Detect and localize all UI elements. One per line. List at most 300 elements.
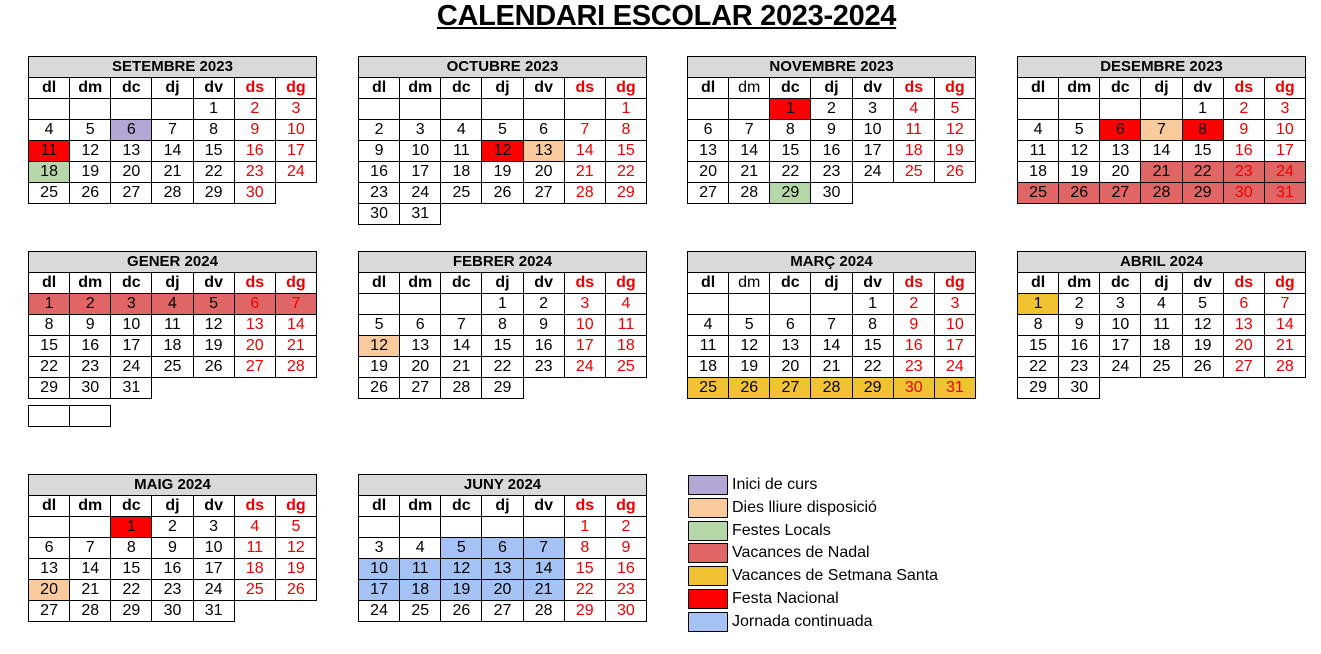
weekday-label: dg xyxy=(605,496,646,517)
empty-cell xyxy=(193,378,234,399)
day-cell: 6 xyxy=(688,120,729,141)
weekday-row xyxy=(29,496,317,517)
weekday-label: dv xyxy=(1182,78,1223,99)
day-cell: 17 xyxy=(193,559,234,580)
empty-cell xyxy=(770,294,811,315)
empty-cell xyxy=(523,99,564,120)
day-cell: 16 xyxy=(605,559,646,580)
week-row xyxy=(1018,357,1306,378)
day-cell: 1 xyxy=(852,294,893,315)
day-cell: 15 xyxy=(1182,141,1223,162)
day-cell: 9 xyxy=(1059,315,1100,336)
weekday-row xyxy=(29,78,317,99)
weekday-label: dc xyxy=(770,78,811,99)
day-cell: 18 xyxy=(152,336,193,357)
empty-cell xyxy=(359,294,400,315)
day-cell: 31 xyxy=(1264,183,1305,204)
day-cell: 27 xyxy=(770,378,811,399)
empty-cell xyxy=(1223,378,1264,399)
empty-grid-cells xyxy=(28,405,111,427)
day-cell: 26 xyxy=(729,378,770,399)
weekday-label: dg xyxy=(934,273,975,294)
day-cell: 8 xyxy=(564,538,605,559)
month-header-row xyxy=(688,252,976,273)
legend-label: Festa Nacional xyxy=(732,589,839,607)
day-cell: 2 xyxy=(1059,294,1100,315)
legend-swatch xyxy=(688,543,728,563)
empty-cell xyxy=(1018,99,1059,120)
month-calendar-gener xyxy=(28,251,317,399)
day-cell: 4 xyxy=(893,99,934,120)
day-cell: 12 xyxy=(359,336,400,357)
day-cell: 29 xyxy=(29,378,70,399)
legend-swatch xyxy=(688,589,728,609)
weekday-label: dm xyxy=(70,496,111,517)
empty-cell xyxy=(1182,378,1223,399)
day-cell: 2 xyxy=(70,294,111,315)
month-name: OCTUBRE 2023 xyxy=(359,57,647,78)
empty-cell xyxy=(29,406,70,427)
day-cell: 1 xyxy=(1182,99,1223,120)
day-cell: 22 xyxy=(193,162,234,183)
day-cell: 18 xyxy=(893,141,934,162)
weekday-label: ds xyxy=(234,78,275,99)
day-cell: 22 xyxy=(1182,162,1223,183)
day-cell: 16 xyxy=(70,336,111,357)
month-header-row xyxy=(1018,57,1306,78)
day-cell: 15 xyxy=(564,559,605,580)
weekday-label: dj xyxy=(482,496,523,517)
day-cell: 7 xyxy=(441,315,482,336)
day-cell: 21 xyxy=(523,580,564,601)
day-cell: 13 xyxy=(1223,315,1264,336)
day-cell: 26 xyxy=(275,580,316,601)
day-cell: 11 xyxy=(1141,315,1182,336)
day-cell: 3 xyxy=(275,99,316,120)
week-row xyxy=(1018,378,1306,399)
day-cell: 6 xyxy=(523,120,564,141)
day-cell: 22 xyxy=(111,580,152,601)
day-cell: 10 xyxy=(400,141,441,162)
day-cell: 2 xyxy=(1223,99,1264,120)
empty-cell xyxy=(729,99,770,120)
legend-label: Dies lliure disposició xyxy=(732,498,877,516)
page-title: CALENDARI ESCOLAR 2023-2024 xyxy=(436,0,897,32)
day-cell: 10 xyxy=(564,315,605,336)
month-calendar-setembre xyxy=(28,56,317,204)
day-cell: 24 xyxy=(934,357,975,378)
day-cell: 23 xyxy=(811,162,852,183)
empty-cell xyxy=(564,378,605,399)
week-row xyxy=(359,559,647,580)
week-row xyxy=(29,141,317,162)
day-cell: 3 xyxy=(1264,99,1305,120)
day-cell: 20 xyxy=(770,357,811,378)
day-cell: 2 xyxy=(234,99,275,120)
day-cell: 16 xyxy=(893,336,934,357)
empty-cell xyxy=(934,183,975,204)
weekday-label: dl xyxy=(359,273,400,294)
day-cell: 22 xyxy=(564,580,605,601)
day-cell: 15 xyxy=(111,559,152,580)
day-cell: 12 xyxy=(193,315,234,336)
legend-label: Jornada continuada xyxy=(732,612,873,630)
day-cell: 3 xyxy=(359,538,400,559)
month-header-row xyxy=(29,475,317,496)
week-row xyxy=(1018,294,1306,315)
weekday-row xyxy=(1018,273,1306,294)
week-row xyxy=(359,120,647,141)
day-cell: 3 xyxy=(852,99,893,120)
empty-cell xyxy=(811,294,852,315)
day-cell: 13 xyxy=(111,141,152,162)
day-cell: 20 xyxy=(1100,162,1141,183)
day-cell: 19 xyxy=(482,162,523,183)
empty-cell xyxy=(523,204,564,225)
day-cell: 23 xyxy=(359,183,400,204)
day-cell: 4 xyxy=(1018,120,1059,141)
day-cell: 6 xyxy=(770,315,811,336)
day-cell: 14 xyxy=(729,141,770,162)
empty-cell xyxy=(729,294,770,315)
day-cell: 6 xyxy=(1223,294,1264,315)
weekday-label: dc xyxy=(770,273,811,294)
day-cell: 6 xyxy=(400,315,441,336)
day-cell: 1 xyxy=(770,99,811,120)
weekday-label: ds xyxy=(234,273,275,294)
day-cell: 23 xyxy=(152,580,193,601)
weekday-label: dv xyxy=(852,273,893,294)
empty-cell xyxy=(1141,99,1182,120)
day-cell: 10 xyxy=(193,538,234,559)
week-row xyxy=(29,336,317,357)
day-cell: 12 xyxy=(729,336,770,357)
week-row xyxy=(29,357,317,378)
day-cell: 12 xyxy=(934,120,975,141)
empty-cell xyxy=(482,204,523,225)
month-name: NOVEMBRE 2023 xyxy=(688,57,976,78)
day-cell: 30 xyxy=(234,183,275,204)
weekday-label: dc xyxy=(441,273,482,294)
day-cell: 4 xyxy=(605,294,646,315)
empty-cell xyxy=(482,517,523,538)
day-cell: 7 xyxy=(1264,294,1305,315)
day-cell: 1 xyxy=(564,517,605,538)
day-cell: 23 xyxy=(70,357,111,378)
weekday-label: dl xyxy=(1018,273,1059,294)
day-cell: 10 xyxy=(1264,120,1305,141)
day-cell: 3 xyxy=(934,294,975,315)
empty-cell xyxy=(70,406,111,427)
weekday-label: dv xyxy=(1182,273,1223,294)
weekday-label: dv xyxy=(193,496,234,517)
week-row xyxy=(359,357,647,378)
legend-item xyxy=(688,474,938,496)
day-cell: 21 xyxy=(564,162,605,183)
day-cell: 19 xyxy=(1059,162,1100,183)
day-cell: 28 xyxy=(811,378,852,399)
week-row xyxy=(688,357,976,378)
day-cell: 29 xyxy=(564,601,605,622)
day-cell: 8 xyxy=(770,120,811,141)
legend-item xyxy=(688,520,938,542)
weekday-label: dj xyxy=(1141,273,1182,294)
day-cell: 6 xyxy=(482,538,523,559)
day-cell: 27 xyxy=(1100,183,1141,204)
day-cell: 18 xyxy=(1141,336,1182,357)
weekday-label: ds xyxy=(564,273,605,294)
day-cell: 15 xyxy=(852,336,893,357)
day-cell: 14 xyxy=(523,559,564,580)
day-cell: 23 xyxy=(234,162,275,183)
day-cell: 8 xyxy=(852,315,893,336)
day-cell: 15 xyxy=(770,141,811,162)
day-cell: 22 xyxy=(852,357,893,378)
weekday-row xyxy=(688,273,976,294)
day-cell: 30 xyxy=(152,601,193,622)
day-cell: 16 xyxy=(359,162,400,183)
week-row xyxy=(688,120,976,141)
day-cell: 20 xyxy=(523,162,564,183)
day-cell: 24 xyxy=(1100,357,1141,378)
month-header-row xyxy=(359,57,647,78)
weekday-label: dl xyxy=(688,78,729,99)
week-row xyxy=(29,517,317,538)
day-cell: 30 xyxy=(70,378,111,399)
day-cell: 13 xyxy=(688,141,729,162)
day-cell: 16 xyxy=(811,141,852,162)
day-cell: 4 xyxy=(1141,294,1182,315)
day-cell: 11 xyxy=(1018,141,1059,162)
week-row xyxy=(688,378,976,399)
day-cell: 2 xyxy=(152,517,193,538)
weekday-label: dg xyxy=(605,273,646,294)
weekday-row xyxy=(359,78,647,99)
week-row xyxy=(1018,336,1306,357)
day-cell: 26 xyxy=(1182,357,1223,378)
legend-label: Festes Locals xyxy=(732,521,831,539)
weekday-label: ds xyxy=(1223,78,1264,99)
day-cell: 2 xyxy=(605,517,646,538)
weekday-label: dc xyxy=(1100,273,1141,294)
weekday-label: dv xyxy=(193,273,234,294)
day-cell: 29 xyxy=(111,601,152,622)
day-cell: 15 xyxy=(605,141,646,162)
empty-cell xyxy=(400,294,441,315)
month-name: ABRIL 2024 xyxy=(1018,252,1306,273)
month-name: JUNY 2024 xyxy=(359,475,647,496)
day-cell: 4 xyxy=(400,538,441,559)
day-cell: 21 xyxy=(811,357,852,378)
week-row xyxy=(29,183,317,204)
weekday-label: dc xyxy=(1100,78,1141,99)
weekday-label: dv xyxy=(523,496,564,517)
week-row xyxy=(29,378,317,399)
day-cell: 11 xyxy=(152,315,193,336)
weekday-label: dj xyxy=(1141,78,1182,99)
day-cell: 22 xyxy=(1018,357,1059,378)
empty-cell xyxy=(605,204,646,225)
day-cell: 9 xyxy=(1223,120,1264,141)
day-cell: 10 xyxy=(852,120,893,141)
day-cell: 23 xyxy=(1223,162,1264,183)
day-cell: 22 xyxy=(770,162,811,183)
day-cell: 26 xyxy=(934,162,975,183)
empty-cell xyxy=(1059,99,1100,120)
day-cell: 10 xyxy=(111,315,152,336)
day-cell: 23 xyxy=(523,357,564,378)
weekday-label: dm xyxy=(400,273,441,294)
day-cell: 25 xyxy=(234,580,275,601)
empty-cell xyxy=(400,517,441,538)
month-name: FEBRER 2024 xyxy=(359,252,647,273)
week-row xyxy=(29,294,317,315)
empty-cell xyxy=(152,99,193,120)
day-cell: 4 xyxy=(441,120,482,141)
weekday-label: dg xyxy=(1264,273,1305,294)
empty-cell xyxy=(482,99,523,120)
day-cell: 12 xyxy=(1059,141,1100,162)
day-cell: 4 xyxy=(234,517,275,538)
day-cell: 12 xyxy=(70,141,111,162)
day-cell: 8 xyxy=(1018,315,1059,336)
day-cell: 17 xyxy=(111,336,152,357)
weekday-label: dc xyxy=(111,78,152,99)
day-cell: 21 xyxy=(441,357,482,378)
day-cell: 12 xyxy=(482,141,523,162)
day-cell: 4 xyxy=(152,294,193,315)
day-cell: 22 xyxy=(29,357,70,378)
day-cell: 5 xyxy=(1182,294,1223,315)
day-cell: 10 xyxy=(1100,315,1141,336)
weekday-label: dm xyxy=(1059,78,1100,99)
legend-item xyxy=(688,497,938,519)
day-cell: 20 xyxy=(234,336,275,357)
day-cell: 30 xyxy=(811,183,852,204)
day-cell: 25 xyxy=(441,183,482,204)
day-cell: 10 xyxy=(934,315,975,336)
day-cell: 7 xyxy=(70,538,111,559)
day-cell: 13 xyxy=(1100,141,1141,162)
month-calendar-marc xyxy=(687,251,976,399)
day-cell: 2 xyxy=(523,294,564,315)
day-cell: 5 xyxy=(934,99,975,120)
day-cell: 30 xyxy=(605,601,646,622)
day-cell: 11 xyxy=(441,141,482,162)
day-cell: 29 xyxy=(605,183,646,204)
weekday-label: dm xyxy=(400,78,441,99)
week-row xyxy=(688,294,976,315)
day-cell: 28 xyxy=(70,601,111,622)
day-cell: 5 xyxy=(70,120,111,141)
legend-swatch xyxy=(688,612,728,632)
week-row xyxy=(29,538,317,559)
empty-cell xyxy=(234,378,275,399)
day-cell: 31 xyxy=(111,378,152,399)
day-cell: 11 xyxy=(688,336,729,357)
weekday-label: dl xyxy=(688,273,729,294)
legend-label: Vacances de Setmana Santa xyxy=(732,567,939,585)
day-cell: 19 xyxy=(441,580,482,601)
day-cell: 17 xyxy=(934,336,975,357)
legend-swatch xyxy=(688,521,728,541)
weekday-label: ds xyxy=(893,273,934,294)
empty-cell xyxy=(152,378,193,399)
week-row xyxy=(359,99,647,120)
weekday-label: dg xyxy=(275,496,316,517)
day-cell: 29 xyxy=(1182,183,1223,204)
month-calendar-maig xyxy=(28,474,317,622)
day-cell: 17 xyxy=(1100,336,1141,357)
week-row xyxy=(1018,315,1306,336)
month-calendar-octubre xyxy=(358,56,647,225)
empty-cell xyxy=(564,204,605,225)
week-row xyxy=(359,378,647,399)
empty-cell xyxy=(852,183,893,204)
weekday-label: dc xyxy=(441,78,482,99)
weekday-row xyxy=(688,78,976,99)
weekday-label: dc xyxy=(441,496,482,517)
day-cell: 26 xyxy=(70,183,111,204)
weekday-row xyxy=(1018,78,1306,99)
week-row xyxy=(1018,120,1306,141)
day-cell: 1 xyxy=(193,99,234,120)
weekday-label: dm xyxy=(70,78,111,99)
week-row xyxy=(359,204,647,225)
day-cell: 26 xyxy=(441,601,482,622)
weekday-row xyxy=(359,273,647,294)
weekday-row xyxy=(359,496,647,517)
day-cell: 17 xyxy=(1264,141,1305,162)
week-row xyxy=(688,336,976,357)
day-cell: 26 xyxy=(482,183,523,204)
weekday-label: dc xyxy=(111,496,152,517)
day-cell: 11 xyxy=(400,559,441,580)
week-row xyxy=(1018,141,1306,162)
day-cell: 2 xyxy=(893,294,934,315)
day-cell: 14 xyxy=(70,559,111,580)
week-row xyxy=(359,517,647,538)
day-cell: 17 xyxy=(564,336,605,357)
empty-cell xyxy=(1100,378,1141,399)
day-cell: 10 xyxy=(359,559,400,580)
legend-swatch xyxy=(688,498,728,518)
week-row xyxy=(29,559,317,580)
day-cell: 20 xyxy=(29,580,70,601)
day-cell: 25 xyxy=(605,357,646,378)
day-cell: 18 xyxy=(400,580,441,601)
day-cell: 27 xyxy=(1223,357,1264,378)
week-row xyxy=(688,315,976,336)
empty-cell xyxy=(564,99,605,120)
weekday-label: dl xyxy=(29,273,70,294)
weekday-label: dg xyxy=(934,78,975,99)
weekday-label: dv xyxy=(523,273,564,294)
day-cell: 27 xyxy=(523,183,564,204)
empty-cell xyxy=(605,378,646,399)
day-cell: 13 xyxy=(770,336,811,357)
day-cell: 19 xyxy=(193,336,234,357)
day-cell: 15 xyxy=(29,336,70,357)
day-cell: 20 xyxy=(688,162,729,183)
weekday-label: dv xyxy=(193,78,234,99)
day-cell: 27 xyxy=(688,183,729,204)
day-cell: 9 xyxy=(893,315,934,336)
day-cell: 9 xyxy=(70,315,111,336)
week-row xyxy=(29,315,317,336)
day-cell: 16 xyxy=(234,141,275,162)
day-cell: 21 xyxy=(1141,162,1182,183)
